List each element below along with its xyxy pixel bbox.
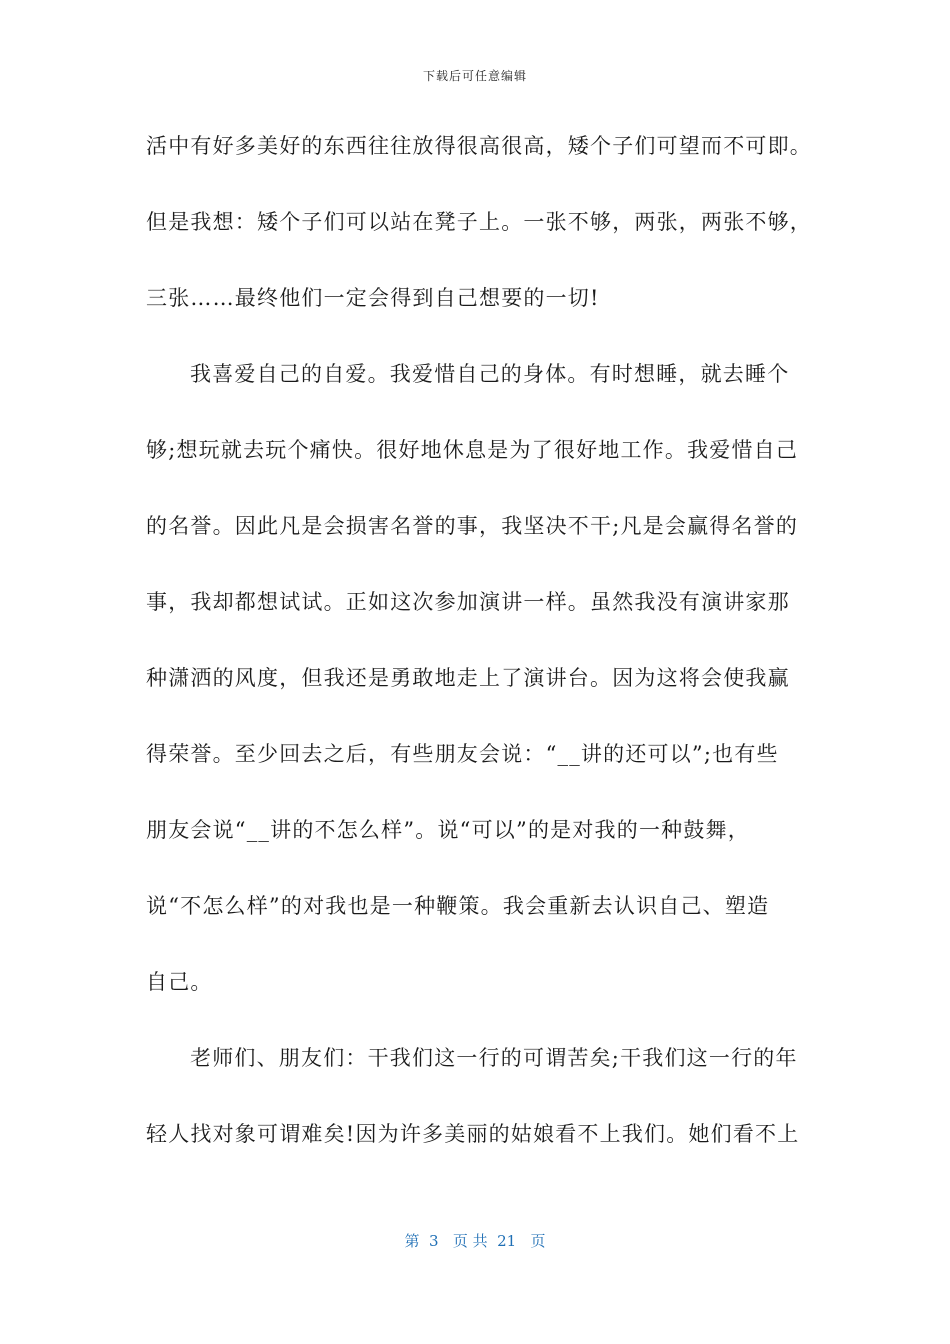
text-line: 种潇洒的风度，但我还是勇敢地走上了演讲台。因为这将会使我赢 xyxy=(146,666,790,690)
text-line: 自己。 xyxy=(146,970,213,994)
text-line: 事，我却都想试试。正如这次参加演讲一样。虽然我没有演讲家那 xyxy=(146,590,790,614)
text-line: 说“不怎么样”的对我也是一种鞭策。我会重新去认识自己、塑造 xyxy=(146,894,770,918)
page-header: 下载后可任意编辑 xyxy=(422,69,527,83)
text-line: 轻人找对象可谓难矣!因为许多美丽的姑娘看不上我们。她们看不上 xyxy=(146,1122,800,1146)
text-line: 三张……最终他们一定会得到自己想要的一切! xyxy=(146,286,600,310)
text-line: 活中有好多美好的东西往往放得很高很高，矮个子们可望而不可即。 xyxy=(146,134,812,158)
page-number-footer: 第 3 页 共 21 页 xyxy=(404,1232,546,1250)
paragraph-first-line: 我喜爱自己的自爱。我爱惜自己的身体。有时想睡，就去睡个 xyxy=(190,362,790,386)
paragraph-first-line: 老师们、朋友们：干我们这一行的可谓苦矣;干我们这一行的年 xyxy=(190,1046,798,1070)
text-line: 但是我想：矮个子们可以站在凳子上。一张不够，两张，两张不够， xyxy=(146,210,812,234)
text-line: 的名誉。因此凡是会损害名誉的事，我坚决不干;凡是会赢得名誉的 xyxy=(146,514,799,538)
text-line: 得荣誉。至少回去之后，有些朋友会说：“__讲的还可以”;也有些 xyxy=(146,742,779,766)
text-line: 朋友会说“__讲的不怎么样”。说“可以”的是对我的一种鼓舞， xyxy=(146,818,750,842)
text-line: 够;想玩就去玩个痛快。很好地休息是为了很好地工作。我爱惜自己 xyxy=(146,438,799,462)
document-body xyxy=(146,126,812,1190)
